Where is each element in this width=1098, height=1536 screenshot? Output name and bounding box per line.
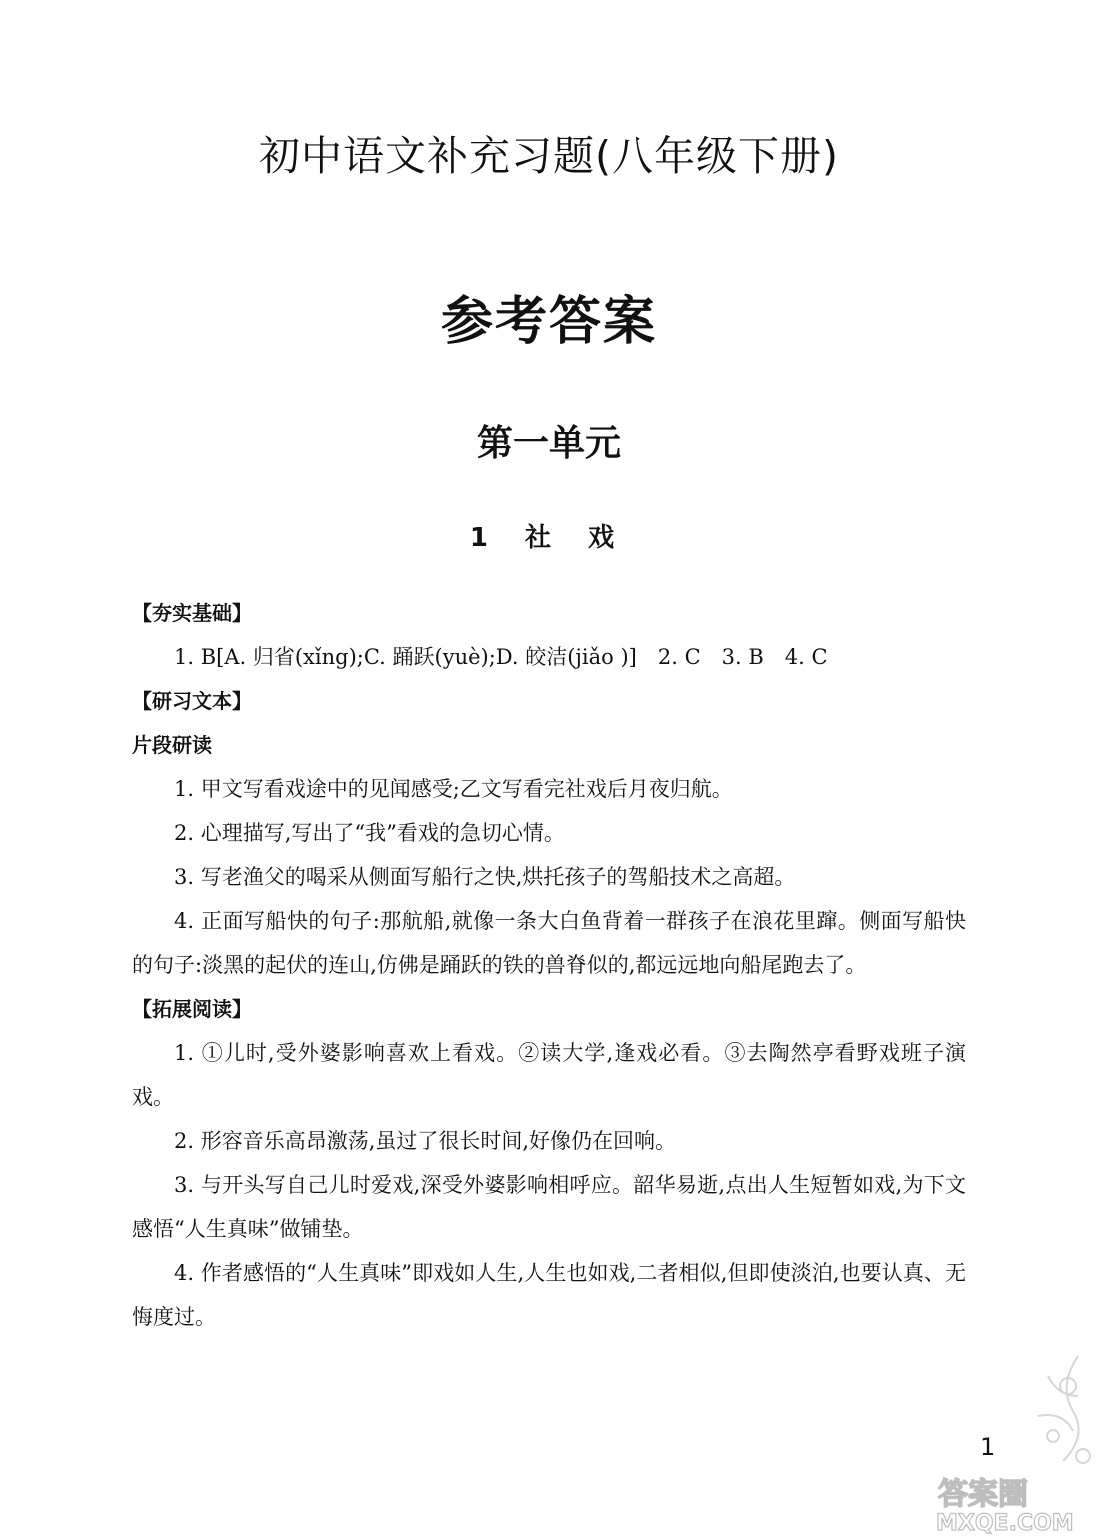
answer-title: 参考答案 <box>440 292 657 352</box>
subheading-excerpt-reading: 片段研读 <box>132 733 212 757</box>
answer-item: 1. ①儿时,受外婆影响喜欢上看戏。②读大学,逢戏必看。③去陶然亭看野戏班子演戏。 <box>132 1041 966 1109</box>
watermark-text-url: MXQE.COM <box>936 1511 1074 1536</box>
watermark-logo <box>928 1346 1098 1536</box>
section-heading-extended-reading: 【拓展阅读】 <box>132 997 252 1021</box>
section-heading-basics: 【夯实基础】 <box>132 601 252 625</box>
section-heading-study-text: 【研习文本】 <box>132 689 252 713</box>
answer-item: 2. 形容音乐高昂激荡,虽过了很长时间,好像仍在回响。 <box>174 1129 677 1153</box>
page-number: 1 <box>980 1433 996 1461</box>
answer-item: 4. 正面写船快的句子:那航船,就像一条大白鱼背着一群孩子在浪花里蹿。侧面写船快的句子:淡黑的起伏的连山,仿佛是踊跃的铁的兽脊似的,都远远地向船尾跑去了。 <box>132 909 966 977</box>
answer-content <box>132 591 966 1339</box>
watermark-text-main: 答案圈 <box>938 1477 1028 1512</box>
answer-item: 1. B[A. 归省(xǐng);C. 踊跃(yuè);D. 皎洁(jiǎo )] 2. C 3. B 4. C <box>174 645 828 669</box>
answer-item: 4. 作者感悟的“人生真味”即戏如人生,人生也如戏,二者相似,但即使淡泊,也要认真、无悔度过。 <box>132 1261 966 1329</box>
book-title: 初中语文补充习题(八年级下册) <box>259 132 839 180</box>
answer-item: 1. 甲文写看戏途中的见闻感受;乙文写看完社戏后月夜归航。 <box>174 777 733 801</box>
unit-title: 第一单元 <box>476 422 621 464</box>
lesson-title: 1 社 戏 <box>469 523 629 553</box>
answer-item: 3. 写老渔父的喝采从侧面写船行之快,烘托孩子的驾船技术之高超。 <box>174 865 796 889</box>
answer-item: 2. 心理描写,写出了“我”看戏的急切心情。 <box>174 821 565 845</box>
answer-item: 3. 与开头写自己儿时爱戏,深受外婆影响相呼应。韶华易逝,点出人生短暂如戏,为下文感悟“人生真味”做铺垫。 <box>132 1173 966 1241</box>
